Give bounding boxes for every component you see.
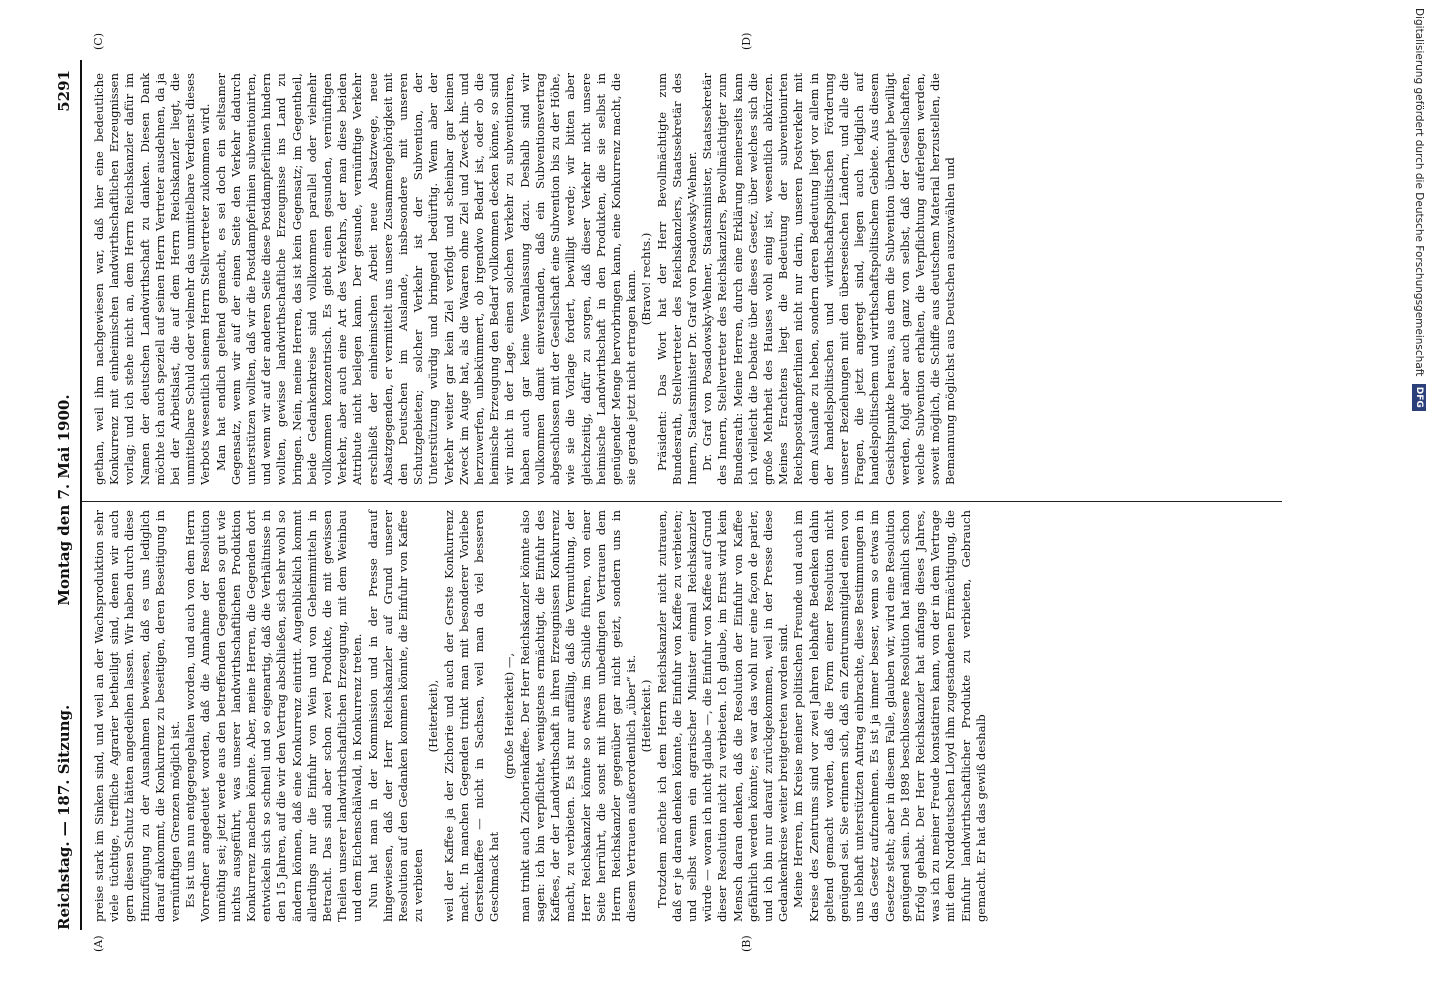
paragraph: preise stark im Sinken sind, und weil an der Wachsproduktion sehr viele tüchtige, treffliche Agrarier betheiligt sind, denen wir auch gern diesen Schutz hätten angedeihen lassen. Wir haben durch diese Hinzufügung zu der Ausnahmen bewiesen, daß es uns lediglich darauf ankommt, die Konkurrenz zu beseitigen, deren Beseitigung in vernünftigen Grenzen möglich ist. [92, 510, 183, 922]
margin-mark-d: (D) [740, 32, 753, 50]
digitization-note [1411, 8, 1431, 992]
margin-mark-a: (A) [92, 935, 105, 952]
paragraph: Man hat endlich geltend gemacht, es sei doch ein seltsamer Gegensatz, wenn wir auf der einen Seite den Verkehr dadurch unterstützen wollten, daß wir die Postdampferlinien subventionirten, und wenn wir auf der anderen Seite diese Postdampferlinien hindern wollten, gewisse landwirthschaftliche Erzeugnisse ins Land zu bringen. Nein, meine Herren, das ist kein Gegensatz; im Gegentheil, beide Gedankenkreise sind vollkommen parallel oder vielmehr vollkommen konzentrisch. Es giebt einen gesunden, vernünftigen Verkehr, aber auch eine Art des Verkehrs, der man diese beiden Attribute nicht beilegen kann. Der gesunde, vernünftige Verkehr erschließt der einheimischen Arbeit neue Absatzwege, neue Absatzgegenden, er vermittelt uns unsere Zusammengehörigkeit mit den Deutschen im Auslande, insbesondere mit unseren Schutzgebieten; solcher Verkehr ist der Subvention, der Unterstützung würdig und bringend bedürftig. Wenn aber der Verkehr weiter gar kein Ziel verfolgt und scheinbar gar keinen Zweck im Auge hat, als die Waaren ohne Ziel und Zweck hin- und herzuwerfen, unbekümmert, ob irgendwo Bedarf ist, oder ob die heimische Erzeugung den Bedarf vollkommen decken könne, so sind wir nicht in der Lage, einen solchen Verkehr zu subventioniren, haben auch gar keine Veranlassung dazu. Deshalb sind wir vollkommen damit einverstanden, daß ein Subventionsvertrag abgeschlossen mit der Gesellschaft eine Subvention bis zu der Höhe, wie sie die Vorlage fordert, bewilligt werde; wir bitten aber gleichzeitig, dafür zu sorgen, daß dieser Verkehr nicht unsere heimische Landwirthschaft in den Produkten, die sie selbst in genügender Menge hervorbringen kann, eine Konkurrenz macht, die sie gerade jetzt nicht ertragen kann. [213, 73, 639, 485]
right-column [92, 73, 959, 485]
paragraph: Meine Herren, im Kreise meiner politischen Freunde und auch im Kreise des Zentrums sind vor zwei Jahren lebhafte Bedenken dahin geltend gemacht worden, daß die Form einer Resolution nicht genügend sei. Sie erinnern sich, daß ein Zentrumsmitglied einen von uns lebhaft unterstützten Antrag einbrachte, diese Bestimmungen in das Gesetz aufzunehmen. Es ist ja immer besser, wenn so etwas im Gesetze steht; aber in diesem Falle, glauben wir, wird eine Resolution genügend sein. Die 1898 beschlossene Resolution hat nämlich schon Erfolg gehabt. Der Herr Reichskanzler hat anfangs dieses Jahres, was ich zu meiner Freude konstatiren kann, von der in dem Vertrage mit dem Norddeutschen Lloyd ihm zugestandenen Ermächtigung, die Einfuhr landwirthschaftlicher Produkte zu verbieten, Gebrauch gemacht. Er hat das gewiß deshalb [791, 510, 988, 922]
paragraph: weil der Kaffee ja der Zichorie und auch der Gerste Konkurrenz macht. In manchen Gegenden trinkt man mit besonderer Vorliebe Gerstenkaffee — nicht in Sachsen, weil man da viel besseren Geschmack hat [441, 510, 502, 922]
header-rule [80, 60, 82, 930]
paragraph: Es ist uns nun entgegengehalten worden, und auch von dem Herrn Vorredner angedeutet worden, daß die Annahme der Resolution unnöthig sei; jetzt werde aus den betreffenden Gegenden so gut wie nichts ausgeführt, was unserer landwirthschaftlichen Produktion Konkurrenz machen könnte. Aber, meine Herren, die Gegenden dort entwickeln sich so schnell und so eigenartig, daß die Verhältnisse in den 15 Jahren, auf die wir den Vertrag abschließen, sich sehr wohl so ändern können, daß eine Konkurrenz eintritt. Augenblicklich kommt allerdings nur die Einfuhr von Wein und von Geheimmitteln in Betracht. Das sind aber schon zwei Produkte, die mit gewissen Theilen unserer landwirthschaftlichen Erzeugung, mit dem Weinbau und dem Eichenschälwald, in Konkurrenz treten. [183, 510, 365, 922]
digitization-text: Digitalisierung gefördert durch die Deutsche Forschungsgemeinschaft [1413, 8, 1425, 377]
interjection: (Heiterkeit), [426, 679, 441, 753]
page-header [55, 0, 81, 1000]
paragraph: Nun hat man in der Kommission und in der Presse darauf hingewiesen, daß der Herr Reichskanzler auf Grund unserer Resolution auf den Gedanken kommen könnte, die Einfuhr von Kaffee zu verbieten [365, 510, 426, 922]
left-column [92, 510, 989, 922]
header-date: Montag den 7. Mai 1900. [55, 394, 73, 606]
margin-mark-b: (B) [740, 935, 753, 952]
page-number: 5291 [55, 70, 73, 112]
speaker-paragraph: Dr. Graf von Posadowsky-Wehner, Staatsminister, Staatssekretär des Innern, Stellvertreter des Reichskanzlers, Bevollmächtigter zum Bundesrath: Meine Herren, durch eine Erklärung meinerseits kann ich vielleicht die Debatte über dieses Gesetz, über welches sich die große Mehrheit des Hauses wohl einig ist, wesentlich abkürzen. Meines Erachtens liegt die Bedeutung der subventionirten Reichspostdampferlinien nicht nur darin, unseren Postverkehr mit dem Auslande zu heben, sondern deren Bedeutung liegt vor allem in der handelspolitischen und wirthschaftspolitischen Förderung unserer Beziehungen mit den überseeischen Ländern, und alle die Fragen, die jetzt angeregt sind, liegen auch lediglich auf handelspolitischem und wirthschaftspolitischem Gebiete. Aus diesem Gesichtspunkte heraus, aus dem die Subvention überhaupt bewilligt werden, folgt aber auch ganz von selbst, daß der Gesellschaften, welche Subvention erhalten, die Verpflichtung auferlegen werden, soweit möglich, die Schiffe aus deutschem Material herzustellen, die Bemannung möglichst aus Deutschen auszuwählen und [700, 73, 958, 485]
dfg-logo: DFG [1412, 384, 1426, 411]
paragraph: Trotzdem möchte ich dem Herrn Reichskanzler nicht zutrauen, daß er je daran denken könnte, die Einfuhr von Kaffee zu verbieten; und selbst wenn ein agrarischer Minister einmal Reichskanzler würde — woran ich nicht glaube —, die Einfuhr von Kaffee auf Grund dieser Resolution nicht zu verbieten. Ich glaube, im Ernst wird kein Mensch daran denken, daß die Resolution der Einfuhr von Kaffee gefährlich werden könnte; es war das wohl nur eine façon de parler, und ich bin nur darauf zurückgekommen, weil in der Presse diese Gedankenkreise weiter breitgetreten worden sind. [654, 510, 791, 922]
interjection: (Bravo! rechts.) [639, 232, 654, 326]
header-left: Reichstag. — 187. Sitzung. [55, 704, 73, 930]
margin-mark-c: (C) [92, 33, 105, 50]
president-paragraph: Präsident: Das Wort hat der Herr Bevollmächtigte zum Bundesrath, Stellvertreter des Reichskanzlers, Staatssekretär des Innern, Staatsminister Dr. Graf von Posadowsky-Wehner. [654, 73, 699, 485]
paragraph: gethan, weil ihm nachgewiesen war, daß hier eine bedeutliche Konkurrenz mit einheimischen landwirthschaftlichen Erzeugnissen vorlag; und ich stehe nicht an, dem Herrn Reichskanzler dafür im Namen der deutschen Landwirthschaft zu danken. Diesen Dank möchte ich auch speziell auf seinen Herrn Vertreter ausdehnen, da ja bei der Arbeitslast, die auf dem Herrn Reichskanzler liegt, die unmittelbare Schuld oder vielmehr das unmittelbare Verdienst dieses Verbots wesentlich seinem Herrn Stellvertreter zukommen wird. [92, 73, 213, 485]
interjection: (große Heiterkeit) —, [502, 652, 517, 780]
interjection: (Heiterkeit.) [639, 679, 654, 753]
paragraph: man trinkt auch Zichorienkaffee. Der Herr Reichskanzler könnte also sagen: ich bin verpflichtet, wenigstens ermächtigt, die Einfuhr des Kaffees, der der Landwirthschaft in ihren Erzeugnissen Konkurrenz macht, zu verbieten. Es ist nur auffällig, daß die Vermuthung, der Herr Reichskanzler könnte so etwas im Schilde führen, von einer Seite herrührt, die sonst mit ihrem unbedingten Vertrauen dem Herrn Reichskanzler gegenüber gar nicht geizt, sondern uns in diesem Vertrauen außerordentlich „über“ ist. [517, 510, 639, 922]
column-separator [82, 501, 1282, 502]
